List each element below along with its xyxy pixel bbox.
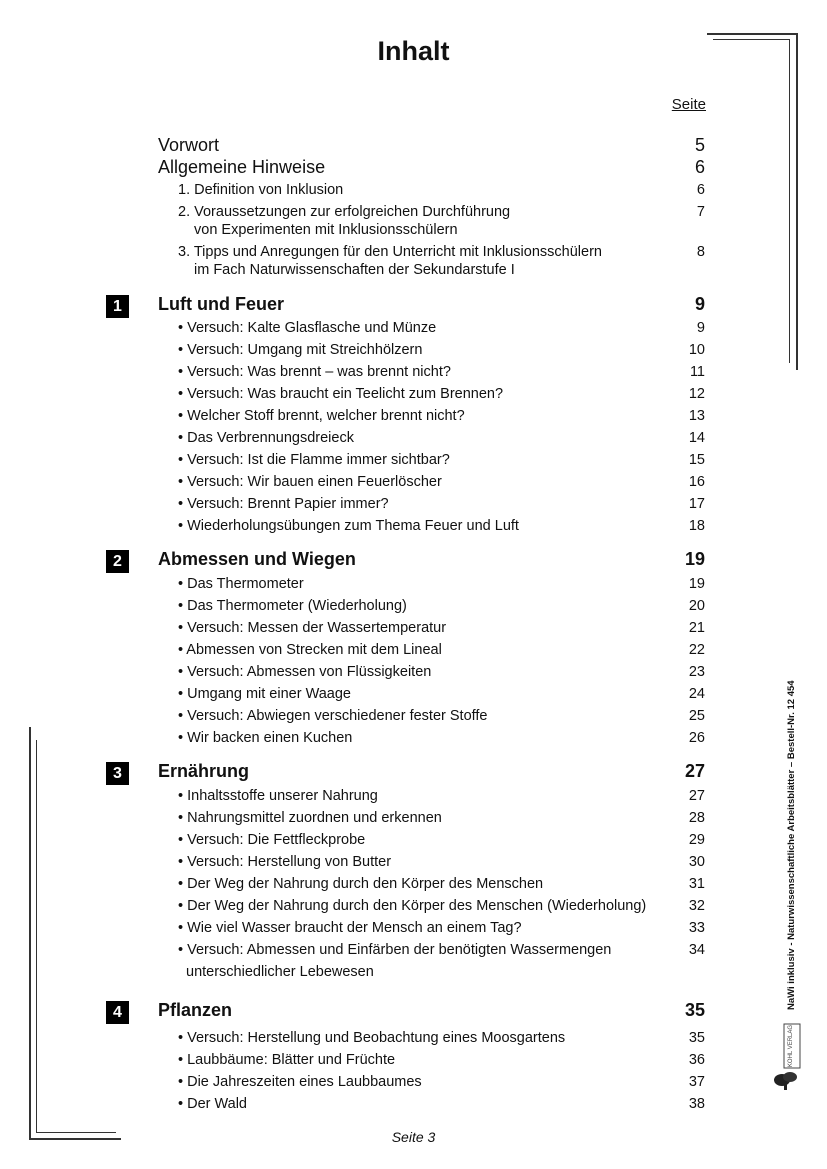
toc-entry-page-number: 23 — [688, 664, 705, 680]
toc-entry-label: • Versuch: Die Fettfleckprobe — [178, 832, 366, 848]
frame-line-right — [796, 33, 798, 370]
publisher-logo-icon — [770, 1022, 804, 1092]
toc-entry-page-number: 36 — [688, 1052, 705, 1068]
toc-entry-page-number: 17 — [688, 496, 705, 512]
toc-entry-page-number: 35 — [688, 1030, 705, 1046]
toc-entry-label: • Abmessen von Strecken mit dem Lineal — [178, 642, 442, 658]
toc-entry-page-number: 28 — [688, 810, 705, 826]
side-order-text: NaWi inklusiv - Naturwissenschaftliche Arbeitsblätter – Bestell-Nr. 12 454 — [786, 680, 797, 1010]
toc-entry-intro-page-number: 6 — [694, 157, 705, 177]
toc-entry-label: • Wie viel Wasser braucht der Mensch an einem Tag? — [178, 920, 522, 936]
toc-subentry-page-number: 6 — [696, 182, 705, 198]
toc-entry-label: • Inhaltsstoffe unserer Nahrung — [178, 788, 378, 804]
toc-entry-label: • Die Jahreszeiten eines Laubbaumes — [178, 1074, 422, 1090]
toc-entry-label: • Versuch: Herstellung von Butter — [178, 854, 392, 870]
chapter-heading-label: Pflanzen — [158, 1000, 233, 1020]
page-footer: Seite 3 — [391, 1129, 436, 1145]
toc-entry-label: • Versuch: Herstellung und Beobachtung eines Moosgartens — [178, 1030, 566, 1046]
toc-entry-label: • Wiederholungsübungen zum Thema Feuer und Luft — [178, 518, 519, 534]
toc-entry-page-number: 33 — [688, 920, 705, 936]
toc-entry-label: • Das Thermometer (Wiederholung) — [178, 598, 407, 614]
toc-entry-label: • Das Verbrennungsdreieck — [178, 430, 354, 446]
frame-line-left-inner — [36, 740, 37, 1133]
toc-entry-page-number: 9 — [696, 320, 705, 336]
toc-entry-label: • Versuch: Kalte Glasflasche und Münze — [178, 320, 437, 336]
toc-entry-label: • Versuch: Wir bauen einen Feuerlöscher — [178, 474, 442, 490]
toc-entry-intro-label: Vorwort — [158, 135, 220, 155]
publisher-logo-text: KOHL VERLAG — [788, 1024, 794, 1068]
toc-entry-label: • Versuch: Ist die Flamme immer sichtbar? — [178, 452, 450, 468]
toc-entry-page-number: 32 — [688, 898, 705, 914]
toc-entry-page-number: 34 — [688, 942, 705, 958]
toc-entry-label: • Der Weg der Nahrung durch den Körper des Menschen — [178, 876, 544, 892]
chapter-number-badge: 2 — [106, 550, 129, 573]
toc-entry-page-number: 10 — [688, 342, 705, 358]
toc-entry-intro-label: Allgemeine Hinweise — [158, 157, 326, 177]
toc-subentry-label: im Fach Naturwissenschaften der Sekundarstufe I — [194, 262, 515, 278]
toc-entry-page-number: 21 — [688, 620, 705, 636]
toc-entry-label: • Versuch: Brennt Papier immer? — [178, 496, 389, 512]
frame-line-top-right-inner — [713, 39, 789, 40]
toc-subentry-label: 3. Tipps und Anregungen für den Unterricht mit Inklusionsschülern — [178, 244, 602, 260]
toc-entry-label: • Versuch: Umgang mit Streichhölzern — [178, 342, 423, 358]
frame-line-left — [29, 727, 31, 1139]
chapter-number-badge: 1 — [106, 295, 129, 318]
toc-entry-page-number: 12 — [688, 386, 705, 402]
chapter-number-badge: 3 — [106, 762, 129, 785]
toc-entry-label: • Versuch: Abmessen und Einfärben der benötigten Wassermengen — [178, 942, 612, 958]
page-title: Inhalt — [377, 36, 450, 66]
toc-entry-label: • Versuch: Was brennt – was brennt nicht? — [178, 364, 451, 380]
toc-entry-page-number: 26 — [688, 730, 705, 746]
toc-entry-label: • Versuch: Abwiegen verschiedener fester Stoffe — [178, 708, 488, 724]
toc-entry-label: • Laubbäume: Blätter und Früchte — [178, 1052, 396, 1068]
frame-line-right-inner — [789, 39, 790, 363]
toc-entry-label: • Versuch: Messen der Wassertemperatur — [178, 620, 447, 636]
toc-entry-page-number: 19 — [688, 576, 705, 592]
toc-entry-page-number: 30 — [688, 854, 705, 870]
chapter-number-badge: 4 — [106, 1001, 129, 1024]
toc-entry-page-number: 27 — [688, 788, 705, 804]
frame-line-top-right — [707, 33, 797, 35]
toc-entry-label: • Nahrungsmittel zuordnen und erkennen — [178, 810, 442, 826]
chapter-heading-page-number: 19 — [684, 549, 705, 569]
chapter-heading-label: Abmessen und Wiegen — [158, 549, 356, 569]
toc-entry-page-number: 18 — [688, 518, 705, 534]
toc-entry-label: • Versuch: Abmessen von Flüssigkeiten — [178, 664, 432, 680]
chapter-heading-label: Luft und Feuer — [158, 294, 284, 314]
toc-entry-page-number: 20 — [688, 598, 705, 614]
toc-entry-page-number: 24 — [688, 686, 705, 702]
toc-entry-page-number: 11 — [689, 364, 705, 380]
chapter-heading-page-number: 35 — [684, 1000, 705, 1020]
toc-entry-page-number: 25 — [688, 708, 705, 724]
toc-entry-label: • Versuch: Was braucht ein Teelicht zum Brennen? — [178, 386, 504, 402]
toc-entry-label: unterschiedlicher Lebewesen — [186, 964, 374, 980]
toc-entry-page-number: 15 — [688, 452, 705, 468]
toc-entry-page-number: 38 — [688, 1096, 705, 1112]
toc-entry-label: • Der Weg der Nahrung durch den Körper des Menschen (Wiederholung) — [178, 898, 647, 914]
toc-subentry-page-number: 7 — [696, 204, 705, 220]
toc-entry-label: • Der Wald — [178, 1096, 247, 1112]
toc-entry-page-number: 16 — [688, 474, 705, 490]
toc-entry-label: • Das Thermometer — [178, 576, 304, 592]
page-column-header: Seite — [671, 96, 706, 113]
chapter-heading-label: Ernährung — [158, 761, 250, 781]
toc-entry-page-number: 14 — [688, 430, 705, 446]
toc-entry-page-number: 13 — [688, 408, 705, 424]
toc-subentry-label: 2. Voraussetzungen zur erfolgreichen Durchführung — [178, 204, 511, 220]
toc-entry-label: • Umgang mit einer Waage — [178, 686, 351, 702]
toc-subentry-label: von Experimenten mit Inklusionsschülern — [194, 222, 458, 238]
chapter-heading-page-number: 9 — [694, 294, 705, 314]
toc-subentry-label: 1. Definition von Inklusion — [178, 182, 344, 198]
toc-subentry-page-number: 8 — [696, 244, 705, 260]
toc-entry-label: • Wir backen einen Kuchen — [178, 730, 353, 746]
toc-entry-intro-page-number: 5 — [694, 135, 705, 155]
chapter-heading-page-number: 27 — [684, 761, 705, 781]
toc-entry-page-number: 37 — [688, 1074, 705, 1090]
toc-entry-page-number: 29 — [688, 832, 705, 848]
toc-entry-page-number: 22 — [688, 642, 705, 658]
toc-entry-label: • Welcher Stoff brennt, welcher brennt nicht? — [178, 408, 465, 424]
toc-entry-page-number: 31 — [688, 876, 705, 892]
